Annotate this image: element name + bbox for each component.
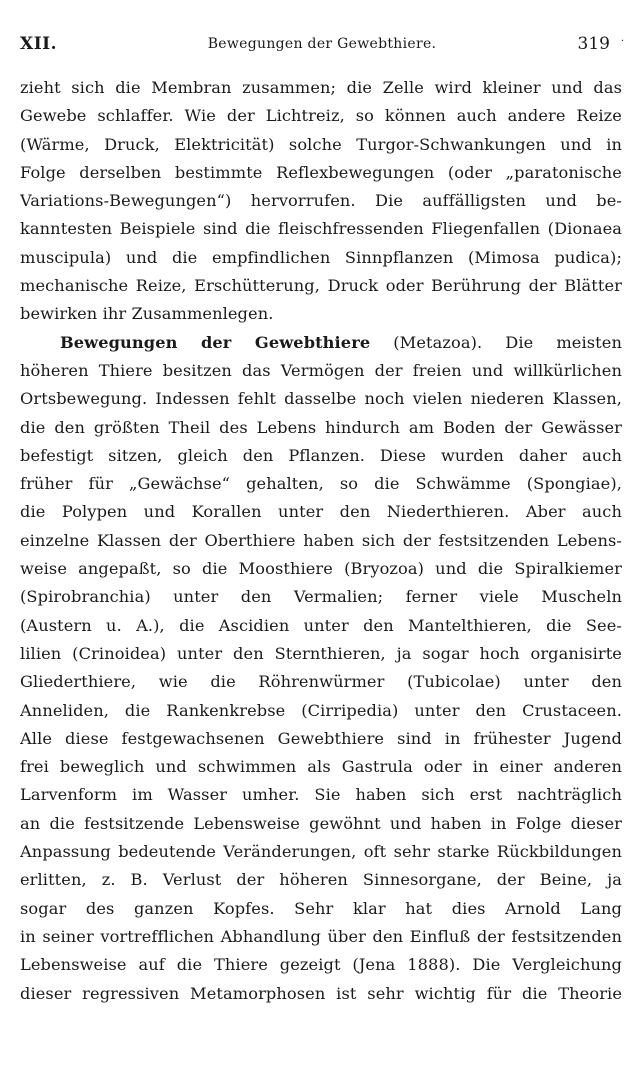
heading-line-rest: (Metazoa). Die meisten xyxy=(370,332,622,352)
text-line: befestigt sitzen, gleich den Pflanzen. Diese wurden daher auch xyxy=(20,445,622,465)
text-line: Ortsbewegung. Indessen fehlt dasselbe noch vielen niederen Klassen, xyxy=(20,389,622,409)
text-line: erlitten, z. B. Verlust der höheren Sinnesorgane, der Beine, ja xyxy=(20,870,622,890)
chapter-number: XII. xyxy=(20,34,58,54)
text-line: einzelne Klassen der Oberthiere haben sich der festsitzenden Lebens- xyxy=(20,530,622,550)
text-line: kanntesten Beispiele sind die fleischfressenden Fliegenfallen (Dionaea xyxy=(20,219,622,239)
text-line: die den größten Theil des Lebens hindurch am Boden der Gewässer xyxy=(20,417,622,437)
text-line: (Wärme, Druck, Elektricität) solche Turgor-Schwankungen und in xyxy=(20,134,622,154)
text-line: muscipula) und die empfindlichen Sinnpflanzen (Mimosa pudica); xyxy=(20,247,622,267)
text-line: Larvenform im Wasser umher. Sie haben sich erst nachträglich xyxy=(20,785,622,805)
text-line: Gliederthiere, wie die Röhrenwürmer (Tubicolae) unter den xyxy=(20,672,622,692)
running-title: Bewegungen der Gewebthiere. xyxy=(207,36,437,52)
text-line: sogar des ganzen Kopfes. Sehr klar hat dies Arnold Lang xyxy=(20,898,622,918)
paragraph-1 xyxy=(20,74,622,329)
text-line: weise angepaßt, so die Moosthiere (Bryozoa) und die Spiralkiemer xyxy=(20,559,622,579)
text-line: höheren Thiere besitzen das Vermögen der freien und willkürlichen xyxy=(20,360,622,380)
text-line: (Austern u. A.), die Ascidien unter den Mantelthieren, die See- xyxy=(20,615,622,635)
text-line: Folge derselben bestimmte Reflexbewegungen (oder „paratonische xyxy=(20,162,622,182)
text-line: früher für „Gewächse“ gehalten, so die Schwämme (Spongiae), xyxy=(20,474,622,494)
section-heading: Bewegungen der Gewebthiere xyxy=(60,332,371,352)
text-line: Gewebe schlaffer. Wie der Lichtreiz, so können auch andere Reize xyxy=(20,106,622,126)
text-line: Lebensweise auf die Thiere gezeigt (Jena 1888). Die Vergleichung xyxy=(20,955,622,975)
text-line: mechanische Reize, Erschütterung, Druck oder Berührung der Blätter xyxy=(20,276,622,296)
text-line: (Spirobranchia) unter den Vermalien; ferner viele Muscheln xyxy=(20,587,622,607)
text-line: zieht sich die Membran zusammen; die Zelle wird kleiner und das xyxy=(20,78,622,97)
text-line: bewirken ihr Zusammenlegen. xyxy=(20,304,274,324)
text-line: Anpassung bedeutende Veränderungen, oft sehr starke Rückbildungen xyxy=(20,842,622,862)
text-line: Alle diese festgewachsenen Gewebthiere sind in frühester Jugend xyxy=(20,728,622,748)
edge-mark: · xyxy=(620,36,624,47)
text-line: frei beweglich und schwimmen als Gastrula oder in einer anderen xyxy=(20,757,622,777)
text-line: in seiner vortrefflichen Abhandlung über den Einfluß der festsitzenden xyxy=(20,926,622,946)
page-header xyxy=(20,34,624,58)
page-number: 319 xyxy=(577,34,610,54)
text-line: dieser regressiven Metamorphosen ist sehr wichtig für die Theorie xyxy=(20,983,622,1003)
text-line: an die festsitzende Lebensweise gewöhnt und haben in Folge dieser xyxy=(20,813,622,833)
body-text xyxy=(20,74,622,1008)
text-line: Variations-Bewegungen“) hervorrufen. Die auffälligsten und be- xyxy=(20,191,622,211)
text-line: lilien (Crinoidea) unter den Sternthieren, ja sogar hoch organisirte xyxy=(20,643,622,663)
text-line: Anneliden, die Rankenkrebse (Cirripedia) unter den Crustaceen. xyxy=(20,700,622,720)
paragraph-first-line xyxy=(20,329,622,357)
paragraph-2 xyxy=(20,329,622,1008)
text-line: die Polypen und Korallen unter den Niederthieren. Aber auch xyxy=(20,502,622,522)
